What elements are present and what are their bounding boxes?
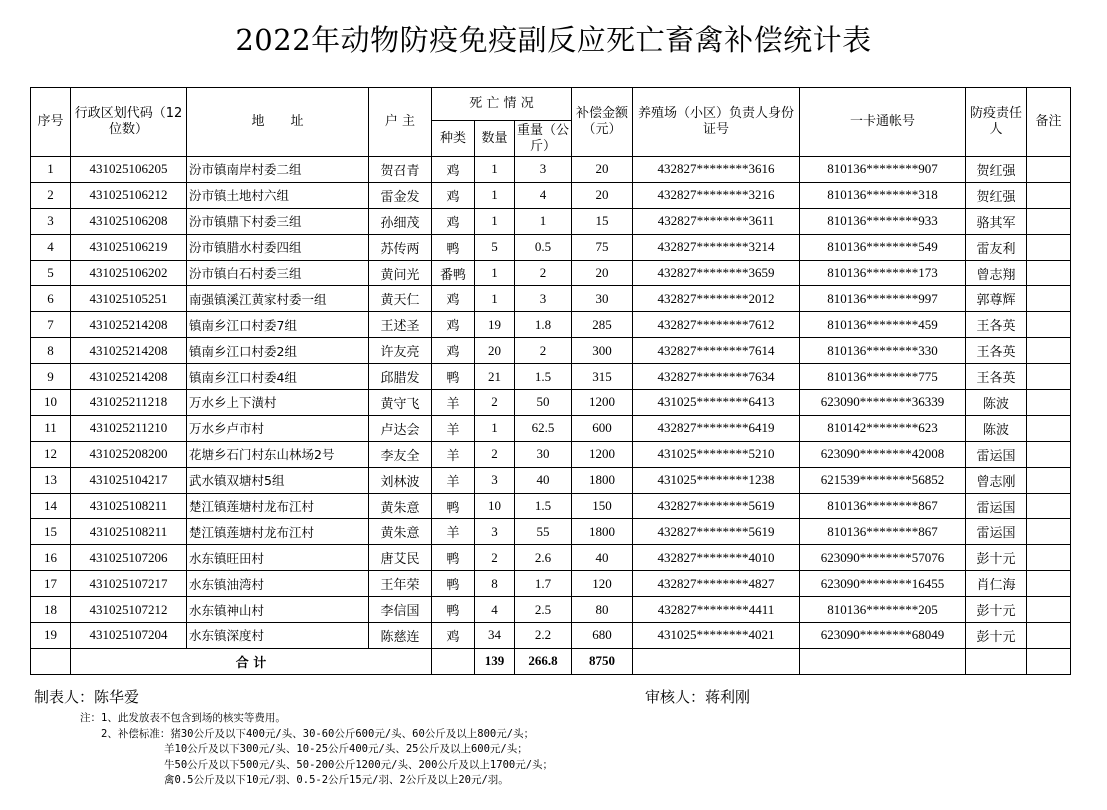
seq-cell: 6	[31, 286, 71, 312]
owner-cell: 黄问光	[369, 260, 432, 286]
id-card-cell: 432827********3214	[633, 234, 800, 260]
header-address: 地 址	[187, 88, 369, 157]
count-cell: 8	[475, 571, 515, 597]
notes	[80, 711, 553, 789]
seq-cell: 5	[31, 260, 71, 286]
owner-cell: 李友全	[369, 441, 432, 467]
id-card-cell: 432827********5619	[633, 519, 800, 545]
responsible-cell: 陈波	[966, 415, 1027, 441]
owner-cell: 黄朱意	[369, 493, 432, 519]
address-cell: 汾市镇南岸村委二组	[187, 157, 369, 183]
compensation-cell: 20	[572, 157, 633, 183]
owner-cell: 李信国	[369, 597, 432, 623]
total-empty-cell	[800, 648, 966, 674]
account-cell: 623090********16455	[800, 571, 966, 597]
account-cell: 623090********57076	[800, 545, 966, 571]
compensation-cell: 680	[572, 623, 633, 649]
responsible-cell: 雷友利	[966, 234, 1027, 260]
weight-cell: 2	[515, 338, 572, 364]
table-row	[31, 286, 1071, 312]
weight-cell: 4	[515, 182, 572, 208]
count-cell: 10	[475, 493, 515, 519]
count-cell: 34	[475, 623, 515, 649]
weight-cell: 40	[515, 467, 572, 493]
species-cell: 鸭	[432, 597, 475, 623]
owner-cell: 陈慈连	[369, 623, 432, 649]
id-card-cell: 432827********6419	[633, 415, 800, 441]
compensation-cell: 80	[572, 597, 633, 623]
account-cell: 810136********173	[800, 260, 966, 286]
table-row	[31, 519, 1071, 545]
code-cell: 431025104217	[71, 467, 187, 493]
weight-cell: 1	[515, 208, 572, 234]
species-cell: 羊	[432, 441, 475, 467]
table-row	[31, 597, 1071, 623]
compensation-cell: 600	[572, 415, 633, 441]
address-cell: 万水乡上下潢村	[187, 390, 369, 416]
remark-cell	[1027, 623, 1071, 649]
species-cell: 鸡	[432, 182, 475, 208]
header-responsible: 防疫责任人	[966, 88, 1027, 157]
responsible-cell: 彭十元	[966, 545, 1027, 571]
code-cell: 431025214208	[71, 364, 187, 390]
reviewer-label: 审核人：蒋利刚	[645, 688, 751, 706]
responsible-cell: 陈波	[966, 390, 1027, 416]
code-cell: 431025106212	[71, 182, 187, 208]
seq-cell: 12	[31, 441, 71, 467]
responsible-cell: 肖仁海	[966, 571, 1027, 597]
count-cell: 20	[475, 338, 515, 364]
id-card-cell: 432827********7612	[633, 312, 800, 338]
seq-cell: 15	[31, 519, 71, 545]
remark-cell	[1027, 545, 1071, 571]
count-cell: 1	[475, 286, 515, 312]
header-count: 数量	[475, 121, 515, 157]
account-cell: 810136********775	[800, 364, 966, 390]
weight-cell: 1.5	[515, 364, 572, 390]
seq-cell: 11	[31, 415, 71, 441]
count-cell: 2	[475, 390, 515, 416]
id-card-cell: 432827********4411	[633, 597, 800, 623]
code-cell: 431025106208	[71, 208, 187, 234]
address-cell: 镇南乡江口村委4组	[187, 364, 369, 390]
account-cell: 810136********867	[800, 493, 966, 519]
seq-cell: 2	[31, 182, 71, 208]
account-cell: 810136********867	[800, 519, 966, 545]
total-count: 139	[475, 648, 515, 674]
maker-label: 制表人：陈华爱	[34, 688, 140, 706]
responsible-cell: 贺红强	[966, 182, 1027, 208]
seq-cell: 19	[31, 623, 71, 649]
table-row	[31, 467, 1071, 493]
code-cell: 431025107212	[71, 597, 187, 623]
id-card-cell: 431025********5210	[633, 441, 800, 467]
header-owner: 户 主	[369, 88, 432, 157]
species-cell: 鸡	[432, 338, 475, 364]
total-empty-cell	[31, 648, 71, 674]
total-empty-cell	[633, 648, 800, 674]
code-cell: 431025214208	[71, 312, 187, 338]
seq-cell: 13	[31, 467, 71, 493]
address-cell: 水东镇油湾村	[187, 571, 369, 597]
compensation-cell: 20	[572, 182, 633, 208]
seq-cell: 10	[31, 390, 71, 416]
account-cell: 810136********330	[800, 338, 966, 364]
responsible-cell: 贺红强	[966, 157, 1027, 183]
responsible-cell: 雷运国	[966, 519, 1027, 545]
owner-cell: 刘林波	[369, 467, 432, 493]
species-cell: 鸡	[432, 286, 475, 312]
remark-cell	[1027, 260, 1071, 286]
note-line: 禽0.5公斤及以下10元/羽、0.5-2公斤15元/羽、2公斤及以上20元/羽。	[80, 774, 509, 786]
compensation-cell: 1200	[572, 441, 633, 467]
remark-cell	[1027, 467, 1071, 493]
address-cell: 花塘乡石门村东山林场2号	[187, 441, 369, 467]
note-line: 牛50公斤及以下500元/头、50-200公斤1200元/头、200公斤及以上1700元/头；	[80, 758, 554, 771]
id-card-cell: 432827********3616	[633, 157, 800, 183]
owner-cell: 贺召青	[369, 157, 432, 183]
table-row	[31, 441, 1071, 467]
responsible-cell: 曾志刚	[966, 467, 1027, 493]
species-cell: 羊	[432, 415, 475, 441]
species-cell: 鸡	[432, 157, 475, 183]
compensation-cell: 30	[572, 286, 633, 312]
weight-cell: 2	[515, 260, 572, 286]
remark-cell	[1027, 493, 1071, 519]
species-cell: 鸭	[432, 234, 475, 260]
species-cell: 羊	[432, 467, 475, 493]
count-cell: 5	[475, 234, 515, 260]
id-card-cell: 431025********1238	[633, 467, 800, 493]
id-card-cell: 432827********4010	[633, 545, 800, 571]
owner-cell: 王述圣	[369, 312, 432, 338]
weight-cell: 62.5	[515, 415, 572, 441]
compensation-cell: 15	[572, 208, 633, 234]
seq-cell: 4	[31, 234, 71, 260]
id-card-cell: 432827********7634	[633, 364, 800, 390]
species-cell: 鸭	[432, 493, 475, 519]
code-cell: 431025211218	[71, 390, 187, 416]
id-card-cell: 432827********7614	[633, 338, 800, 364]
compensation-cell: 75	[572, 234, 633, 260]
header-compensation: 补偿金额（元）	[572, 88, 633, 157]
remark-cell	[1027, 286, 1071, 312]
account-cell: 810136********997	[800, 286, 966, 312]
note-line: 注：1、此发放表不包含到场的核实等费用。	[80, 712, 286, 724]
address-cell: 镇南乡江口村委2组	[187, 338, 369, 364]
code-cell: 431025105251	[71, 286, 187, 312]
species-cell: 鸡	[432, 312, 475, 338]
count-cell: 21	[475, 364, 515, 390]
responsible-cell: 彭十元	[966, 597, 1027, 623]
owner-cell: 黄守飞	[369, 390, 432, 416]
compensation-cell: 315	[572, 364, 633, 390]
code-cell: 431025214208	[71, 338, 187, 364]
table-row	[31, 312, 1071, 338]
compensation-table	[30, 87, 1071, 675]
weight-cell: 30	[515, 441, 572, 467]
address-cell: 武水镇双塘村5组	[187, 467, 369, 493]
account-cell: 810136********205	[800, 597, 966, 623]
total-empty-cell	[966, 648, 1027, 674]
account-cell: 810136********549	[800, 234, 966, 260]
remark-cell	[1027, 234, 1071, 260]
owner-cell: 王年荣	[369, 571, 432, 597]
count-cell: 4	[475, 597, 515, 623]
address-cell: 镇南乡江口村委7组	[187, 312, 369, 338]
header-account: 一卡通帐号	[800, 88, 966, 157]
id-card-cell: 431025********4021	[633, 623, 800, 649]
weight-cell: 2.5	[515, 597, 572, 623]
id-card-cell: 432827********3216	[633, 182, 800, 208]
table-row	[31, 260, 1071, 286]
species-cell: 鸭	[432, 364, 475, 390]
weight-cell: 2.6	[515, 545, 572, 571]
id-card-cell: 432827********5619	[633, 493, 800, 519]
address-cell: 南强镇溪江黄家村委一组	[187, 286, 369, 312]
compensation-cell: 1800	[572, 519, 633, 545]
compensation-cell: 300	[572, 338, 633, 364]
id-card-cell: 432827********3611	[633, 208, 800, 234]
species-cell: 鸡	[432, 208, 475, 234]
table-row	[31, 157, 1071, 183]
responsible-cell: 曾志翔	[966, 260, 1027, 286]
compensation-cell: 20	[572, 260, 633, 286]
seq-cell: 16	[31, 545, 71, 571]
remark-cell	[1027, 364, 1071, 390]
id-card-cell: 431025********6413	[633, 390, 800, 416]
weight-cell: 2.2	[515, 623, 572, 649]
count-cell: 3	[475, 467, 515, 493]
account-cell: 810136********459	[800, 312, 966, 338]
seq-cell: 14	[31, 493, 71, 519]
compensation-cell: 120	[572, 571, 633, 597]
count-cell: 2	[475, 545, 515, 571]
address-cell: 水东镇旺田村	[187, 545, 369, 571]
owner-cell: 邱腊发	[369, 364, 432, 390]
seq-cell: 3	[31, 208, 71, 234]
header-species: 种类	[432, 121, 475, 157]
table-row	[31, 182, 1071, 208]
responsible-cell: 王各英	[966, 338, 1027, 364]
total-row	[31, 648, 1071, 674]
species-cell: 羊	[432, 390, 475, 416]
id-card-cell: 432827********3659	[633, 260, 800, 286]
account-cell: 623090********42008	[800, 441, 966, 467]
remark-cell	[1027, 597, 1071, 623]
count-cell: 2	[475, 441, 515, 467]
species-cell: 番鸭	[432, 260, 475, 286]
remark-cell	[1027, 338, 1071, 364]
address-cell: 万水乡卢市村	[187, 415, 369, 441]
code-cell: 431025211210	[71, 415, 187, 441]
weight-cell: 1.5	[515, 493, 572, 519]
code-cell: 431025108211	[71, 519, 187, 545]
table-body	[31, 157, 1071, 675]
weight-cell: 50	[515, 390, 572, 416]
address-cell: 汾市镇鼎下村委三组	[187, 208, 369, 234]
code-cell: 431025106202	[71, 260, 187, 286]
page-title: 2022年动物防疫免疫副反应死亡畜禽补偿统计表	[235, 23, 872, 57]
weight-cell: 1.8	[515, 312, 572, 338]
compensation-cell: 1200	[572, 390, 633, 416]
compensation-cell: 40	[572, 545, 633, 571]
table-row	[31, 623, 1071, 649]
remark-cell	[1027, 157, 1071, 183]
remark-cell	[1027, 415, 1071, 441]
count-cell: 1	[475, 415, 515, 441]
owner-cell: 黄天仁	[369, 286, 432, 312]
header-remark: 备注	[1027, 88, 1071, 157]
code-cell: 431025107206	[71, 545, 187, 571]
seq-cell: 9	[31, 364, 71, 390]
count-cell: 1	[475, 182, 515, 208]
address-cell: 楚江镇莲塘村龙布江村	[187, 519, 369, 545]
count-cell: 19	[475, 312, 515, 338]
weight-cell: 3	[515, 157, 572, 183]
remark-cell	[1027, 519, 1071, 545]
table-row	[31, 390, 1071, 416]
species-cell: 鸡	[432, 623, 475, 649]
responsible-cell: 彭十元	[966, 623, 1027, 649]
table-row	[31, 571, 1071, 597]
header-seq: 序号	[31, 88, 71, 157]
note-line: 羊10公斤及以下300元/头、10-25公斤400元/头、25公斤及以上600元/头；	[80, 743, 528, 755]
count-cell: 1	[475, 260, 515, 286]
owner-cell: 唐艾民	[369, 545, 432, 571]
total-empty-cell	[1027, 648, 1071, 674]
table-row	[31, 545, 1071, 571]
owner-cell: 孙细茂	[369, 208, 432, 234]
account-cell: 623090********68049	[800, 623, 966, 649]
seq-cell: 1	[31, 157, 71, 183]
header-death-group: 死 亡 情 况	[432, 88, 572, 121]
owner-cell: 雷金发	[369, 182, 432, 208]
remark-cell	[1027, 182, 1071, 208]
code-cell: 431025108211	[71, 493, 187, 519]
account-cell: 810136********318	[800, 182, 966, 208]
remark-cell	[1027, 312, 1071, 338]
header-id-card: 养殖场（小区）负责人身份证号	[633, 88, 800, 157]
compensation-cell: 285	[572, 312, 633, 338]
responsible-cell: 郭尊辉	[966, 286, 1027, 312]
code-cell: 431025208200	[71, 441, 187, 467]
owner-cell: 黄朱意	[369, 519, 432, 545]
owner-cell: 卢达会	[369, 415, 432, 441]
remark-cell	[1027, 208, 1071, 234]
account-cell: 621539********56852	[800, 467, 966, 493]
account-cell: 810136********933	[800, 208, 966, 234]
header-code: 行政区划代码（12位数）	[71, 88, 187, 157]
code-cell: 431025107217	[71, 571, 187, 597]
address-cell: 水东镇深度村	[187, 623, 369, 649]
table-row	[31, 234, 1071, 260]
compensation-cell: 150	[572, 493, 633, 519]
total-weight: 266.8	[515, 648, 572, 674]
count-cell: 3	[475, 519, 515, 545]
address-cell: 水东镇神山村	[187, 597, 369, 623]
table-row	[31, 208, 1071, 234]
remark-cell	[1027, 441, 1071, 467]
id-card-cell: 432827********4827	[633, 571, 800, 597]
table-row	[31, 338, 1071, 364]
species-cell: 鸭	[432, 545, 475, 571]
compensation-cell: 1800	[572, 467, 633, 493]
note-line: 2、补偿标准：猪30公斤及以下400元/头、30-60公斤600元/头、60公斤及以上800元/头；	[80, 727, 535, 740]
address-cell: 汾市镇腊水村委四组	[187, 234, 369, 260]
code-cell: 431025106205	[71, 157, 187, 183]
count-cell: 1	[475, 208, 515, 234]
weight-cell: 1.7	[515, 571, 572, 597]
species-cell: 羊	[432, 519, 475, 545]
table-row	[31, 364, 1071, 390]
account-cell: 623090********36339	[800, 390, 966, 416]
seq-cell: 18	[31, 597, 71, 623]
table-row	[31, 493, 1071, 519]
total-label: 合 计	[71, 648, 432, 674]
seq-cell: 8	[31, 338, 71, 364]
remark-cell	[1027, 390, 1071, 416]
responsible-cell: 王各英	[966, 312, 1027, 338]
table-row	[31, 415, 1071, 441]
owner-cell: 苏传两	[369, 234, 432, 260]
owner-cell: 许友亮	[369, 338, 432, 364]
code-cell: 431025107204	[71, 623, 187, 649]
address-cell: 楚江镇莲塘村龙布江村	[187, 493, 369, 519]
weight-cell: 3	[515, 286, 572, 312]
code-cell: 431025106219	[71, 234, 187, 260]
total-compensation: 8750	[572, 648, 633, 674]
id-card-cell: 432827********2012	[633, 286, 800, 312]
weight-cell: 55	[515, 519, 572, 545]
responsible-cell: 骆其军	[966, 208, 1027, 234]
responsible-cell: 雷运国	[966, 441, 1027, 467]
species-cell: 鸭	[432, 571, 475, 597]
count-cell: 1	[475, 157, 515, 183]
weight-cell: 0.5	[515, 234, 572, 260]
header-weight: 重量（公斤）	[515, 121, 572, 157]
total-empty-cell	[432, 648, 475, 674]
address-cell: 汾市镇土地村六组	[187, 182, 369, 208]
remark-cell	[1027, 571, 1071, 597]
address-cell: 汾市镇白石村委三组	[187, 260, 369, 286]
account-cell: 810136********907	[800, 157, 966, 183]
seq-cell: 7	[31, 312, 71, 338]
account-cell: 810142********623	[800, 415, 966, 441]
seq-cell: 17	[31, 571, 71, 597]
responsible-cell: 王各英	[966, 364, 1027, 390]
responsible-cell: 雷运国	[966, 493, 1027, 519]
